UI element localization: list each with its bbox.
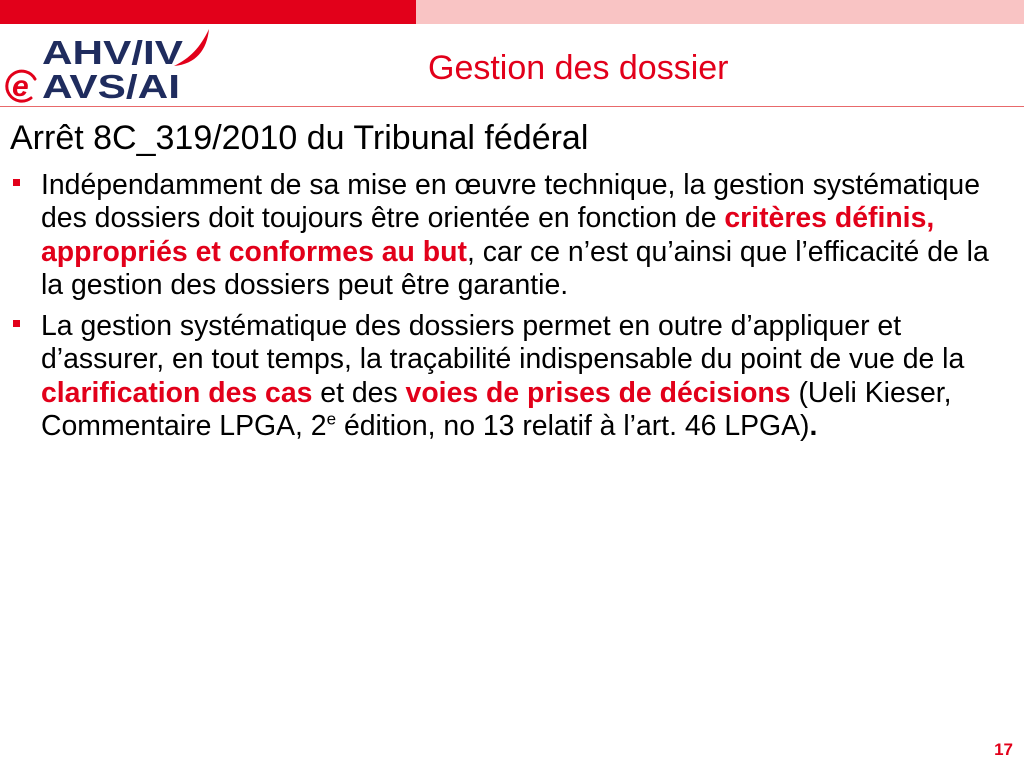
header-divider bbox=[0, 106, 1024, 107]
emphasized-text: critères définis, appropriés et conformes au but bbox=[41, 202, 935, 268]
square-bullet-icon bbox=[13, 320, 20, 327]
logo-e-mark-icon bbox=[7, 70, 35, 103]
logo-mark-letter: e bbox=[12, 70, 29, 103]
bullet-text: (Ueli Kieser, Commentaire LPGA, 2 bbox=[41, 376, 952, 443]
bullet-text: , car ce n’est qu’ainsi que l’efficacité de la la gestion des dossiers peut être garantie. bbox=[41, 235, 989, 301]
emphasized-text: voies de prises de décisions bbox=[405, 376, 791, 409]
header-band-red bbox=[0, 0, 416, 24]
header-band-pink bbox=[416, 0, 1024, 24]
bullet-item bbox=[0, 310, 1001, 443]
superscript-text: e bbox=[326, 409, 337, 429]
logo-line-avs-ai: AVS/AI bbox=[42, 68, 180, 105]
bullet-text: et des bbox=[312, 376, 406, 409]
ahv-iv-logo bbox=[0, 24, 215, 106]
bullet-list bbox=[0, 169, 1024, 443]
page-number: 17 bbox=[994, 740, 1013, 759]
square-bullet-icon bbox=[13, 179, 20, 186]
bullet-text: La gestion systématique des dossiers permet en outre d’appliquer et d’assurer, en tout temps, la traçabilité indispensable du point de vue de la bbox=[41, 310, 965, 376]
bullet-item bbox=[0, 169, 1001, 302]
content-heading: Arrêt 8C_319/2010 du Tribunal fédéral bbox=[10, 119, 589, 157]
bullet-text: Indépendamment de sa mise en œuvre technique, la gestion systématique des dossiers doit toujours être orientée en fonction de bbox=[41, 169, 980, 235]
bold-text: . bbox=[809, 410, 818, 443]
logo-line-ahv-iv: AHV/IV bbox=[42, 34, 183, 71]
slide-title: Gestion des dossier bbox=[428, 49, 729, 87]
bullet-text: édition, no 13 relatif à l’art. 46 LPGA) bbox=[336, 410, 810, 443]
emphasized-text: clarification des cas bbox=[41, 376, 313, 409]
